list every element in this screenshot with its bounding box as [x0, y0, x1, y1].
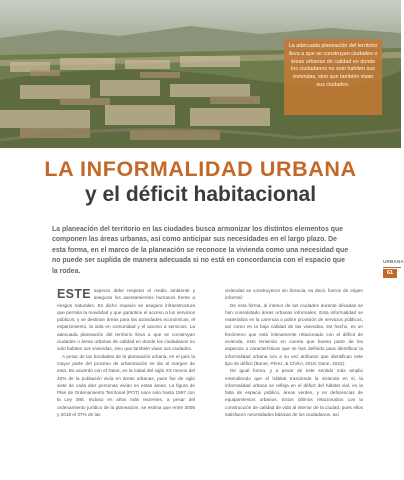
body-paragraph: De igual forma, y a pesar de este sentido más amplio entendiendo que el hábitat trasciende la vivienda en sí, la informalidad urbana se refleja en el déficit del hábitat vial, en la falta de espacio público, áreas verdes, y en deficiencias de equipamientos urbanos. Estos últimos relacionados con la construcción de calidad de vida al interior de la ciudad, pues ellos satisfacen necesidades básicas de los ciudadanos, así [225, 368, 363, 418]
section-tab [383, 259, 404, 285]
body-column-2 [225, 287, 363, 418]
article-title: LA INFORMALIDAD URBANA [44, 157, 357, 181]
body-column-1 [57, 287, 195, 418]
lead-paragraph: La planeación del territorio en las ciudades busca armonizar los distintos elementos que componen las áreas urbanas, así como anticipar sus necesidades en el largo plazo. De esta forma, en el marco de la planeación se reconoce la vivienda como una necesidad que no puede ser suplida de manera adecuada si no está en concordancia con el espacio que la rodea. [52, 226, 349, 275]
body-paragraph: viviendas se construyeron sin licencia, es decir, fueron de origen informal. [225, 288, 363, 301]
photo-caption: La adecuada planeación del territorio lleva a que se construyan ciudades o áreas urbanas de calidad en donde los ciudadanos no solo habiten sus viviendas, sino que también vivan sus ciudades. [284, 39, 382, 115]
dropcap: ESTE [57, 287, 91, 301]
section-rule [383, 267, 401, 268]
body-paragraph [57, 287, 195, 353]
article-subtitle: y el déficit habitacional [84, 183, 317, 206]
body-paragraph: De esta forma, al interior de las ciudades durante décadas se han consolidado áreas urbanas informales. Esta informalidad se materializa en la carencia o pobre provisión de servicios públicos, así como en la baja calidad de las viviendas. De hecho, es un fenómeno que está íntimamente relacionado con el déficit de vivienda, esto teniendo en cuenta que buena parte de los aspectos o características que se han definido para identificar la informalidad urbana son a su vez atributos que identifican este tipo de déficit (Bonet, Pérez, & Chirivi, 2016; Dane, 2022). [225, 302, 363, 366]
body-text: aspecto debe respetar el medio ambiente y asegurar los asentamientos humanos frente a riesgos naturales. En dicho espacio se asegura infraestructura que permita la movilidad y que garantice el acceso a los servicios públicos; y se destinan áreas para las actividades económicas, el esparcimiento, la vida en comunidad y el acceso a servicios. La adecuada planeación del territorio lleva a que se construyan ciudades o áreas urbanas de calidad en donde los ciudadanos no solo habiten sus viviendas, sino que también vivan sus ciudades. [57, 288, 195, 352]
page-number: 61 [383, 269, 397, 278]
section-label: URBANA [383, 260, 404, 265]
aerial-city-photo [0, 0, 401, 148]
body-paragraph: A pesar de las bondades de la planeación urbana, en el país la mayor parte del proceso de urbanización se dio al margen de esta. De acuerdo con el Dane, en la mitad del siglo XX menos del 40% de la población vivía en áreas urbanas, pues fue de siglo siete de cada diez personas vivían en estas áreas. La figura de Plan de Ordenamiento Territorial (POT) nace solo hasta 1997 con la Ley 388. Incluso en años más recientes, a pesar del ordenamiento jurídico de la planeación, se estima que entre 2005 y 2018 el 37% de las [57, 353, 195, 418]
